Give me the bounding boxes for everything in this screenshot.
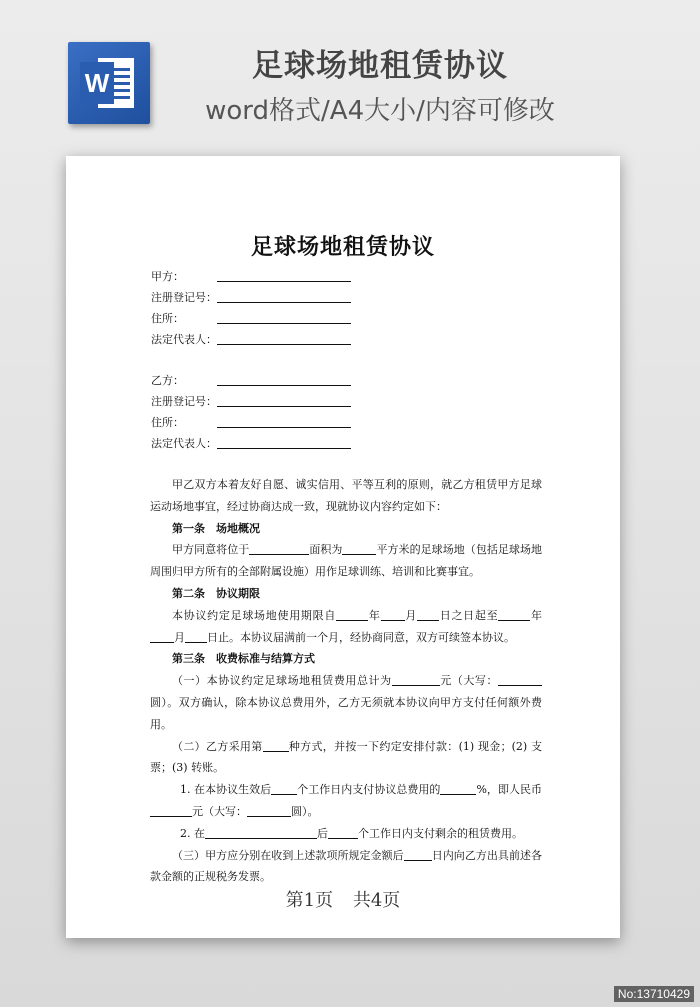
text-segment: 圆）。双方确认，除本协议总费用外，乙方无须就本协议向甲方支付任何额外费用。 — [150, 695, 542, 731]
text-segment: 个工作日内支付协议总费用的 — [297, 783, 441, 797]
header-subtitle: word格式/A4大小/内容可修改 — [205, 96, 555, 126]
party-a-address-row — [151, 308, 351, 329]
blank-line[interactable] — [217, 371, 351, 386]
text-segment: （二）乙方采用第 — [172, 739, 263, 753]
article-3-clause-3 — [150, 845, 542, 889]
blank-area[interactable] — [342, 541, 376, 555]
text-segment: 年 — [368, 608, 381, 622]
document-title: 足球场地租赁协议 — [250, 234, 435, 260]
blank-total-fee-words[interactable] — [498, 672, 542, 686]
text-segment: %，即人民币 — [476, 783, 543, 797]
blank-line[interactable] — [217, 434, 351, 449]
header-title: 足球场地租赁协议 — [252, 48, 508, 84]
page-number: 第1页 — [285, 890, 334, 911]
blank-start-year[interactable] — [336, 607, 368, 621]
blank-total-fee[interactable] — [392, 672, 440, 686]
blank-location[interactable] — [249, 541, 309, 555]
party-a-reg-row — [151, 287, 351, 308]
blank-end-day[interactable] — [185, 629, 207, 643]
text-segment: 个工作日内支付剩余的租赁费用。 — [358, 826, 523, 840]
text-segment: （三）甲方应分别在收到上述款项所规定金额后 — [172, 848, 404, 862]
page-total: 共4页 — [352, 890, 401, 911]
blank-condition[interactable] — [205, 825, 317, 839]
payment-item-1 — [150, 779, 542, 823]
party-a-name-row — [151, 266, 351, 287]
party-b-block — [151, 370, 351, 454]
article-2-text — [150, 605, 542, 649]
party-b-reg-row — [151, 391, 351, 412]
text-segment: 本协议约定足球场地使用期限自 — [172, 608, 337, 622]
field-label: 甲方： — [151, 270, 184, 283]
text-segment: 种方式，并按一下约定安排付款：(1) 现金；(2) 支票；(3) 转账。 — [150, 739, 543, 775]
text-segment: 日之日起至 — [439, 608, 499, 622]
intro-paragraph: 甲乙双方本着友好自愿、诚实信用、平等互利的原则，就乙方租赁甲方足球运动场地事宜，经过协商达成一致，现就协议内容约定如下： — [150, 478, 542, 513]
article-3-clause-2 — [150, 736, 542, 780]
field-label: 注册登记号： — [151, 395, 217, 408]
blank-line[interactable] — [217, 330, 351, 345]
blank-days[interactable] — [271, 781, 297, 795]
text-segment: 2. 在 — [180, 826, 205, 840]
party-b-name-row — [151, 370, 351, 391]
text-segment: 1. 在本协议生效后 — [180, 783, 272, 797]
text-segment: （一）本协议约定足球场地租赁费用总计为 — [172, 674, 392, 688]
word-icon — [68, 42, 150, 124]
article-1-heading: 第一条 场地概况 — [172, 521, 260, 535]
article-2-heading: 第二条 协议期限 — [172, 586, 260, 600]
blank-days[interactable] — [328, 825, 358, 839]
blank-line[interactable] — [217, 413, 351, 428]
party-a-block — [151, 266, 351, 350]
blank-line[interactable] — [217, 267, 351, 282]
field-label: 法定代表人： — [151, 437, 217, 450]
field-label: 法定代表人： — [151, 333, 217, 346]
text-segment: 后 — [317, 826, 328, 840]
party-b-address-row — [151, 412, 351, 433]
field-label: 住所： — [151, 416, 184, 429]
payment-item-2 — [150, 823, 542, 845]
article-3-heading: 第三条 收费标准与结算方式 — [172, 652, 315, 666]
blank-line[interactable] — [217, 288, 351, 303]
blank-amount[interactable] — [150, 803, 192, 817]
agreement-body — [150, 474, 542, 888]
field-label: 注册登记号： — [151, 291, 217, 304]
text-segment: 平方米的足球场地（包括足球场地周围归甲方所有的全部附属设施）用作足球训练、培训和比赛事宜。 — [150, 543, 543, 579]
blank-amount-words[interactable] — [247, 803, 291, 817]
word-letter: W — [80, 62, 114, 104]
text-segment: 面积为 — [309, 543, 343, 557]
party-b-rep-row — [151, 433, 351, 454]
text-segment: 元（大写： — [439, 674, 499, 688]
text-segment: 日内向乙方出具前述各款金额的正规税务发票。 — [150, 848, 543, 884]
blank-invoice-days[interactable] — [404, 847, 432, 861]
blank-end-month[interactable] — [150, 629, 174, 643]
article-3-clause-1 — [150, 670, 542, 735]
text-segment: 甲方同意将位于 — [172, 543, 250, 557]
field-label: 住所： — [151, 312, 184, 325]
blank-end-year[interactable] — [498, 607, 530, 621]
page-footer — [66, 886, 620, 912]
blank-line[interactable] — [217, 309, 351, 324]
blank-start-month[interactable] — [381, 607, 405, 621]
blank-percent[interactable] — [440, 781, 476, 795]
text-segment: 圆）。 — [291, 804, 319, 818]
text-segment: 年 — [530, 608, 543, 622]
blank-start-day[interactable] — [417, 607, 439, 621]
image-id-badge: No:13710429 — [614, 986, 694, 1002]
text-segment: 日止。本协议届满前一个月，经协商同意，双方可续签本协议。 — [207, 630, 515, 644]
blank-payment-method[interactable] — [263, 738, 289, 752]
text-segment: 月 — [404, 608, 417, 622]
blank-line[interactable] — [217, 392, 351, 407]
party-a-rep-row — [151, 329, 351, 350]
text-segment: 月 — [174, 630, 185, 644]
document-page — [66, 156, 620, 938]
article-1-text — [150, 539, 542, 583]
field-label: 乙方： — [151, 374, 184, 387]
text-segment: 元（大写： — [192, 804, 247, 818]
